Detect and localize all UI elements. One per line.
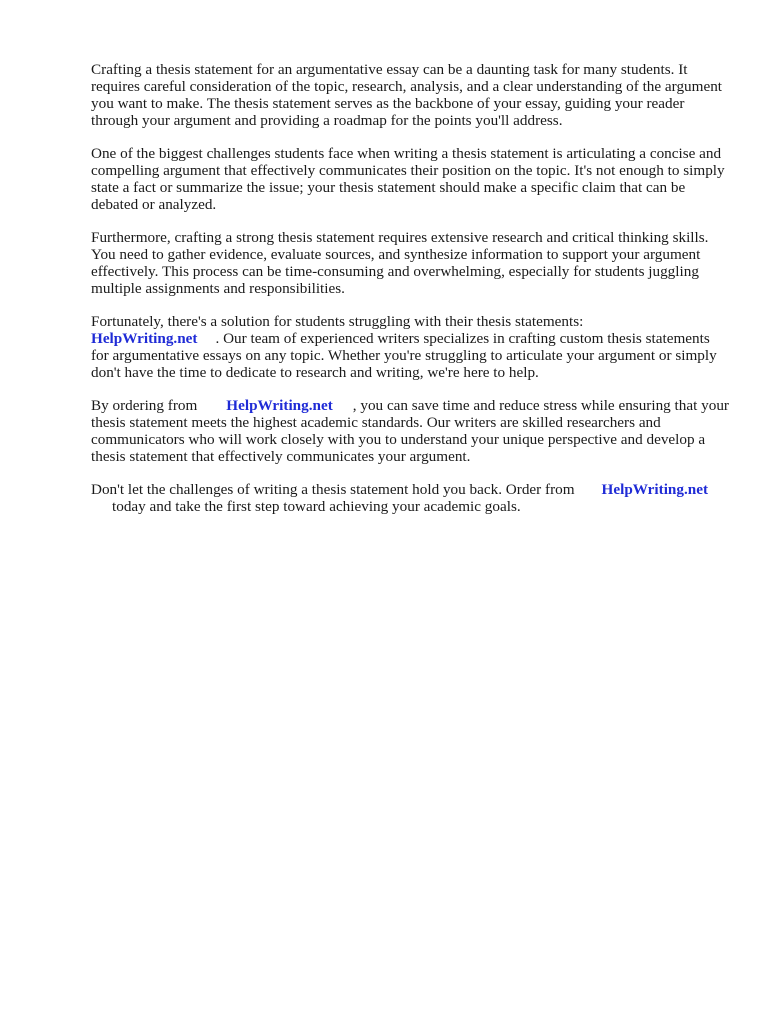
paragraph-solution-lead: Fortunately, there's a solution for students struggling with their thesis statements: — [91, 313, 584, 330]
paragraph-ordering-lead: By ordering from — [91, 397, 198, 414]
helpwriting-link-3[interactable]: HelpWriting.net — [601, 481, 709, 498]
paragraph-ordering-rest: , you can save time and reduce stress while ensuring that your thesis statement meets the highest academic standards. Our writers are skilled researchers and communicators who will work closely with you to understand your unique perspective and develop a thesis statement that effectively communicates your argument. — [91, 397, 729, 465]
paragraph-closing-lead: Don't let the challenges of writing a thesis statement hold you back. Order from — [91, 481, 575, 498]
paragraph-ordering — [91, 397, 731, 465]
paragraph-research: Furthermore, crafting a strong thesis statement requires extensive research and critical thinking skills. You need to gather evidence, evaluate sources, and synthesize information to support your argument effectively. This process can be time-consuming and overwhelming, especially for students juggling multiple assignments and responsibilities. — [91, 229, 709, 297]
paragraph-solution — [91, 313, 731, 381]
paragraph-challenges: One of the biggest challenges students face when writing a thesis statement is articulating a concise and compelling argument that effectively communicates their position on the topic. It's not enough to simply state a fact or summarize the issue; your thesis statement should make a specific claim that can be debated or analyzed. — [91, 145, 725, 213]
helpwriting-link-1[interactable]: HelpWriting.net — [91, 330, 198, 347]
helpwriting-link-2[interactable]: HelpWriting.net — [226, 397, 333, 414]
paragraph-intro: Crafting a thesis statement for an argumentative essay can be a daunting task for many students. It requires careful consideration of the topic, research, analysis, and a clear understanding of the argument you want to make. The thesis statement serves as the backbone of your essay, guiding your reader through your argument and providing a roadmap for the points you'll address. — [91, 61, 723, 129]
paragraph-solution-rest: . Our team of experienced writers specializes in crafting custom thesis statements for argumentative essays on any topic. Whether you're struggling to articulate your argument or simply don't have the time to dedicate to research and writing, we're here to help. — [91, 330, 717, 381]
paragraph-closing — [91, 481, 731, 515]
paragraph-closing-rest: today and take the first step toward achieving your academic goals. — [112, 498, 521, 515]
document-body — [91, 61, 731, 531]
